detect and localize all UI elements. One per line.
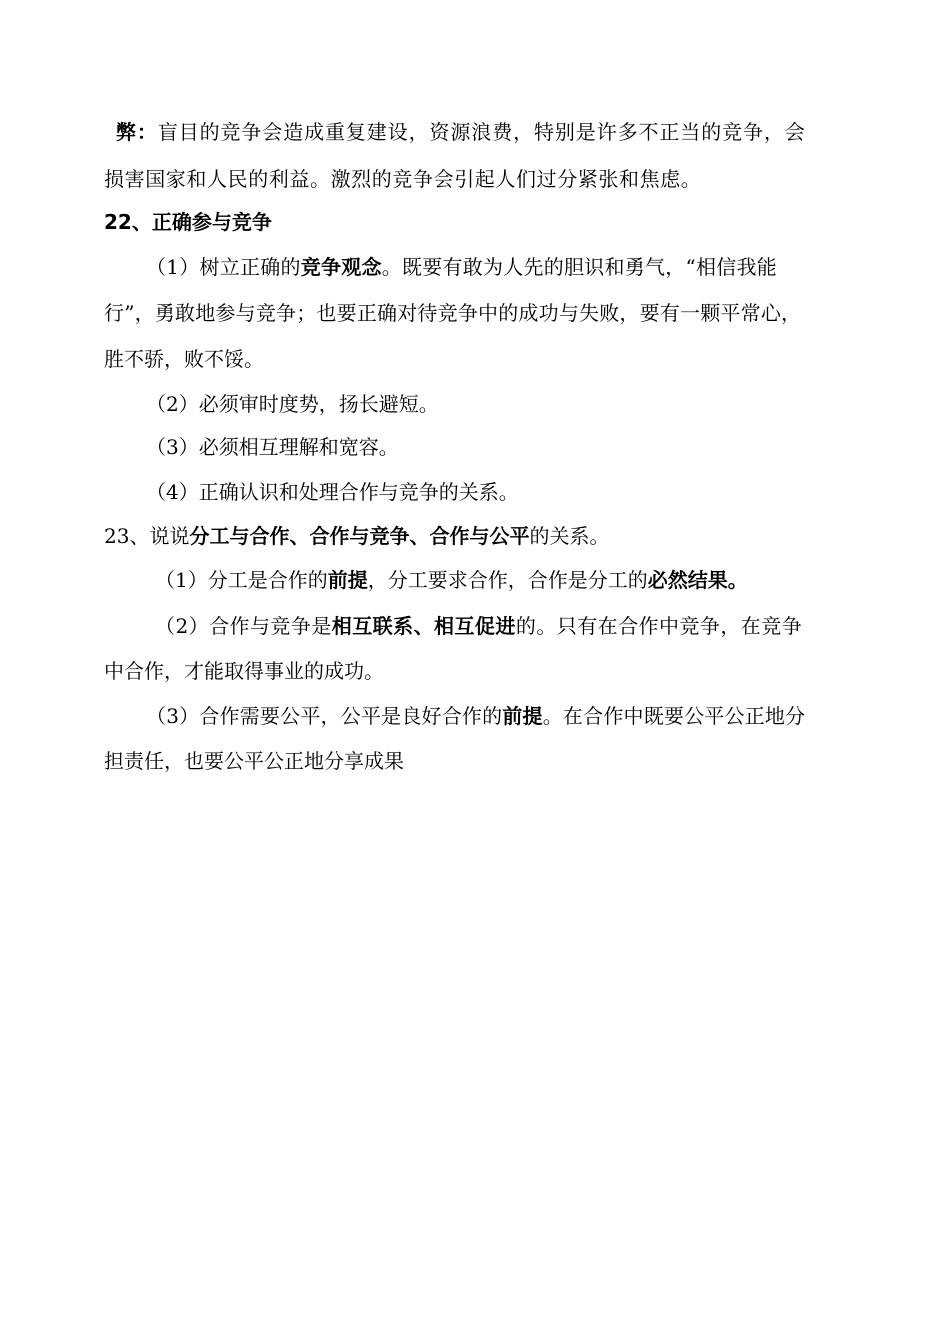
bold-term: 相互联系、相互促进	[331, 614, 516, 638]
text-run: 胜不骄，败不馁。	[104, 347, 264, 371]
text-run: 盲目的竞争会造成重复建设，资源浪费，特别是许多不正当的竞争，会	[157, 120, 806, 144]
text-run: 。既要有敢为人先的胆识和勇气，“相信我能	[381, 255, 777, 279]
list-item-3	[146, 433, 399, 461]
paragraph-line	[104, 657, 384, 685]
text-run: 损害国家和人民的利益。激烈的竞争会引起人们过分紧张和焦虑。	[104, 167, 702, 191]
text-run: （2）合作与竞争是	[155, 614, 332, 638]
list-item-3	[146, 702, 805, 730]
heading-text: 22、正确参与竞争	[104, 210, 272, 234]
text-run: 中合作，才能取得事业的成功。	[104, 659, 384, 683]
text-run: 行”，勇敢地参与竞争；也要正确对待竞争中的成功与失败，要有一颗平常心，	[104, 301, 802, 325]
paragraph-line	[104, 299, 801, 327]
list-item-2	[155, 612, 802, 640]
text-run: ，分工要求合作，合作是分工的	[367, 568, 648, 592]
paragraph-line	[104, 747, 404, 775]
text-run: （3）必须相互理解和宽容。	[146, 435, 399, 459]
bold-term: 分工与合作、合作与竞争、合作与公平	[189, 524, 530, 548]
list-item-4	[146, 478, 519, 506]
list-item-2	[146, 390, 439, 418]
bold-term: 必然结果。	[647, 568, 748, 592]
section-heading-22	[104, 208, 272, 236]
text-run: 担责任，也要公平公正地分享成果	[104, 749, 404, 773]
text-run: （1）树立正确的	[146, 255, 301, 279]
text-run: 23、说说	[104, 524, 190, 548]
bold-term: 竞争观念	[300, 255, 382, 279]
text-run: 。在合作中既要公平公正地分	[542, 704, 806, 728]
text-run: （2）必须审时度势，扬长避短。	[146, 392, 439, 416]
text-run: （3）合作需要公平，公平是良好合作的	[146, 704, 503, 728]
text-run: 的。只有在合作中竞争，在竞争	[515, 614, 803, 638]
paragraph-line	[104, 345, 264, 373]
paragraph-line	[104, 165, 701, 193]
text-run: 的关系。	[529, 524, 610, 548]
list-item-1	[155, 566, 748, 594]
bold-term: 前提	[502, 704, 543, 728]
text-run: （1）分工是合作的	[155, 568, 328, 592]
section-heading-23	[104, 522, 609, 550]
paragraph-disadvantages	[116, 118, 806, 146]
bold-term: 前提	[327, 568, 368, 592]
text-run: （4）正确认识和处理合作与竞争的关系。	[146, 480, 519, 504]
bold-label: 弊：	[116, 120, 158, 144]
list-item-1	[146, 253, 777, 281]
